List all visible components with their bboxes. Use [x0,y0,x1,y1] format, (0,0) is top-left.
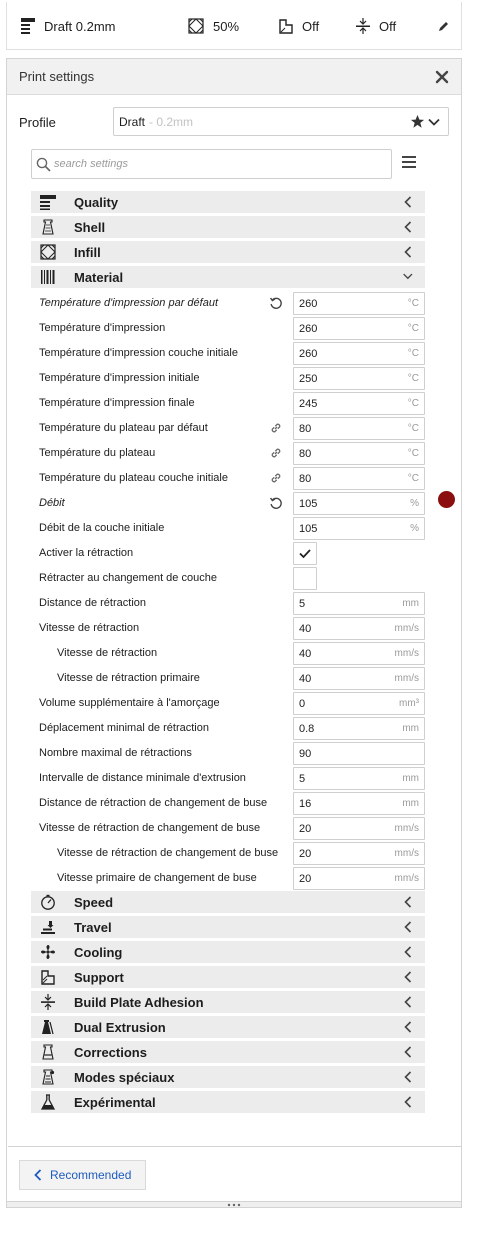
recommended-button[interactable] [19,1160,146,1190]
setting-label: Déplacement minimal de rétraction [39,722,209,734]
setting-label: Température du plateau par défaut [39,422,208,434]
adhesion-summary-label: Off [379,18,397,34]
setting-label: Débit [39,497,65,509]
profile-summary-label: Draft 0.2mm [44,18,116,34]
setting-value-field[interactable] [293,442,425,465]
setting-value-field[interactable] [293,517,425,540]
category-label: Expérimental [74,1095,156,1110]
close-icon[interactable] [433,68,451,86]
setting-unit: °C [407,473,419,484]
category-label: Quality [74,195,119,210]
reset-icon[interactable] [269,296,283,310]
category-cooling[interactable] [31,941,425,963]
setting-unit: °C [407,398,419,409]
category-material[interactable] [31,266,425,288]
hamburger-menu-icon[interactable] [402,155,416,169]
cooling-icon [40,944,56,960]
setting-label: Vitesse de rétraction [39,622,140,634]
support-summary-label: Off [302,18,320,34]
infill-summary-label: 50% [213,18,240,34]
setting-unit: mm [402,773,419,784]
setting-label: Température d'impression par défaut [39,297,219,309]
setting-value: 260 [299,298,318,310]
setting-label: Distance de rétraction de changement de buse [39,797,268,809]
adhesion-summary[interactable] [356,2,396,50]
setting-row [31,666,425,691]
star-icon[interactable] [410,114,425,129]
setting-value: 245 [299,398,318,410]
setting-value: 20 [299,848,312,860]
setting-label: Vitesse de rétraction primaire [57,672,200,684]
setting-value: 40 [299,623,312,635]
setting-row [31,766,425,791]
experimental-icon [40,1094,56,1110]
setting-label: Température d'impression [39,322,166,334]
setting-label: Activer la rétraction [39,547,134,559]
profile-label: Profile [19,115,56,130]
modified-setting-indicator [438,491,455,508]
setting-row [31,866,425,891]
setting-row [31,791,425,816]
setting-value-field[interactable] [293,292,425,315]
shell-icon [40,219,56,235]
setting-value-field[interactable] [293,317,425,340]
category-adhesion[interactable] [31,991,425,1013]
resize-handle[interactable] [6,1201,462,1208]
setting-row [31,741,425,766]
travel-icon [40,919,56,935]
setting-value-field[interactable] [293,367,425,390]
chevron-left-icon [403,996,413,1008]
profile-layer-height: - 0.2mm [149,114,194,129]
setting-row [31,366,425,391]
category-special-modes[interactable] [31,1066,425,1088]
setting-row [31,466,425,491]
setting-label: Intervalle de distance minimale d'extrusion [39,772,246,784]
setting-value-field[interactable] [293,792,425,815]
setting-label: Débit de la couche initiale [39,522,165,534]
setting-unit: mm/s [394,648,419,659]
setting-label: Distance de rétraction [39,597,146,609]
setting-value: 80 [299,448,312,460]
chevron-left-icon [403,221,413,233]
support-summary[interactable] [279,2,319,50]
category-shell[interactable] [31,216,425,238]
setting-row [31,566,425,591]
setting-row [31,816,425,841]
setting-unit: mm/s [394,623,419,634]
panel-title: Print settings [19,69,95,84]
setting-unit: °C [407,448,419,459]
setting-row [31,616,425,641]
setting-row [31,641,425,666]
setting-value: 105 [299,498,318,510]
setting-value: 16 [299,798,312,810]
link-icon[interactable] [269,471,283,485]
setting-unit: °C [407,348,419,359]
infill-icon [40,244,56,260]
setting-row [31,516,425,541]
setting-value-field[interactable] [293,342,425,365]
setting-unit: mm [402,598,419,609]
setting-unit: mm [402,723,419,734]
profile-summary[interactable] [21,2,116,50]
setting-value-field[interactable] [293,642,425,665]
setting-value: 5 [299,773,306,785]
support-icon [40,969,56,985]
category-experimental[interactable] [31,1091,425,1113]
category-speed[interactable] [31,891,425,913]
corrections-icon [40,1044,56,1060]
material-icon [40,269,56,285]
setting-row [31,491,425,516]
setting-unit: mm/s [394,848,419,859]
setting-label: Nombre maximal de rétractions [39,747,192,759]
profile-name: Draft [119,114,146,129]
setting-row [31,391,425,416]
category-label: Cooling [74,945,123,960]
adhesion-icon [40,994,56,1010]
setting-value-field[interactable] [293,667,425,690]
category-label: Corrections [74,1045,147,1060]
setting-value: 20 [299,823,312,835]
setting-row [31,416,425,441]
setting-label: Rétracter au changement de couche [39,572,217,584]
infill-summary[interactable] [188,2,239,50]
category-label: Modes spéciaux [74,1070,175,1085]
setting-row [31,841,425,866]
chevron-left-icon [403,946,413,958]
settings-list [31,191,425,1116]
adhesion-icon [356,18,370,34]
setting-value-field[interactable] [293,767,425,790]
setting-checkbox[interactable] [293,542,317,565]
setting-unit: °C [407,323,419,334]
category-label: Speed [74,895,114,910]
setting-value-field[interactable] [293,692,425,715]
setting-value-field[interactable] [293,617,425,640]
setting-label: Volume supplémentaire à l'amorçage [39,697,220,709]
category-corrections[interactable] [31,1041,425,1063]
chevron-left-icon [403,246,413,258]
category-label: Build Plate Adhesion [74,995,204,1010]
recommended-label: Recommended [50,1168,132,1182]
chevron-left-icon [403,196,413,208]
setting-value-field[interactable] [293,717,425,740]
dual-extrusion-icon [40,1019,56,1035]
speed-icon [40,894,56,910]
setting-unit: % [410,498,419,509]
setting-label: Température du plateau [39,447,156,459]
print-setup-bar[interactable] [6,2,462,50]
category-travel[interactable] [31,916,425,938]
quality-icon [40,194,56,210]
search-icon [36,157,51,172]
setting-value-field[interactable] [293,417,425,440]
setting-row [31,541,425,566]
chevron-left-icon [403,921,413,933]
setting-value-field[interactable] [293,867,425,890]
print-settings-panel [6,58,462,1208]
chevron-left-icon [403,1096,413,1108]
search-input[interactable] [54,158,374,170]
setting-row [31,441,425,466]
category-label: Support [74,970,124,985]
setting-unit: °C [407,298,419,309]
setting-unit: mm/s [394,823,419,834]
setting-unit: °C [407,373,419,384]
setting-row [31,291,425,316]
category-label: Dual Extrusion [74,1020,166,1035]
category-infill[interactable] [31,241,425,263]
special-modes-icon [40,1069,56,1085]
panel-header [7,59,461,95]
setting-row [31,691,425,716]
setting-value: 40 [299,648,312,660]
setting-label: Vitesse de rétraction [57,647,158,659]
setting-unit: mm [402,798,419,809]
setting-unit: mm/s [394,673,419,684]
setting-value: 0 [299,698,306,710]
setting-value: 0.8 [299,723,315,735]
setting-value-field[interactable] [293,492,425,515]
setting-value: 260 [299,323,318,335]
support-icon [279,18,293,34]
setting-row [31,341,425,366]
setting-label: Vitesse de rétraction de changement de buse [57,847,279,859]
setting-label: Vitesse de rétraction de changement de buse [39,822,261,834]
chevron-down-icon [401,272,413,282]
category-label: Infill [74,245,101,260]
chevron-left-icon [403,1071,413,1083]
category-quality[interactable] [31,191,425,213]
setting-value: 105 [299,523,318,535]
setting-unit: mm³ [399,698,419,709]
chevron-left-icon [403,971,413,983]
chevron-down-icon[interactable] [428,116,440,128]
category-label: Travel [74,920,112,935]
setting-value: 260 [299,348,318,360]
chevron-left-icon [403,1046,413,1058]
setting-value-field[interactable] [293,392,425,415]
chevron-left-icon [34,1169,42,1181]
category-dual-extrusion[interactable] [31,1016,425,1038]
infill-icon [188,18,204,34]
setting-label: Température d'impression initiale [39,372,200,384]
setting-value-field[interactable] [293,817,425,840]
setting-label: Vitesse primaire de changement de buse [57,872,257,884]
setting-value-field[interactable] [293,842,425,865]
chevron-left-icon [403,896,413,908]
drag-dots-icon [226,1203,242,1207]
category-label: Material [74,270,124,285]
setting-value: 20 [299,873,312,885]
setting-row [31,316,425,341]
edit-button[interactable] [438,2,450,50]
setting-row [31,716,425,741]
setting-value: 40 [299,673,312,685]
setting-label: Température d'impression finale [39,397,195,409]
profile-selector[interactable] [113,107,449,136]
search-box[interactable] [31,149,392,179]
reset-icon[interactable] [269,496,283,510]
setting-value: 80 [299,423,312,435]
setting-value: 90 [299,748,312,760]
pencil-icon [438,20,450,32]
setting-unit: % [410,523,419,534]
setting-value-field[interactable] [293,467,425,490]
setting-unit: °C [407,423,419,434]
setting-label: Température du plateau couche initiale [39,472,228,484]
setting-unit: mm/s [394,873,419,884]
setting-checkbox[interactable] [293,567,317,590]
category-label: Shell [74,220,106,235]
link-icon[interactable] [269,421,283,435]
setting-value: 250 [299,373,318,385]
chevron-left-icon [403,1021,413,1033]
quality-icon [21,18,35,34]
category-support[interactable] [31,966,425,988]
setting-row [31,591,425,616]
setting-value: 80 [299,473,312,485]
checkmark-icon [294,543,316,564]
setting-label: Température d'impression couche initiale [39,347,238,359]
link-icon[interactable] [269,446,283,460]
setting-value: 5 [299,598,306,610]
setting-value-field[interactable] [293,592,425,615]
setting-value-field[interactable] [293,742,425,765]
